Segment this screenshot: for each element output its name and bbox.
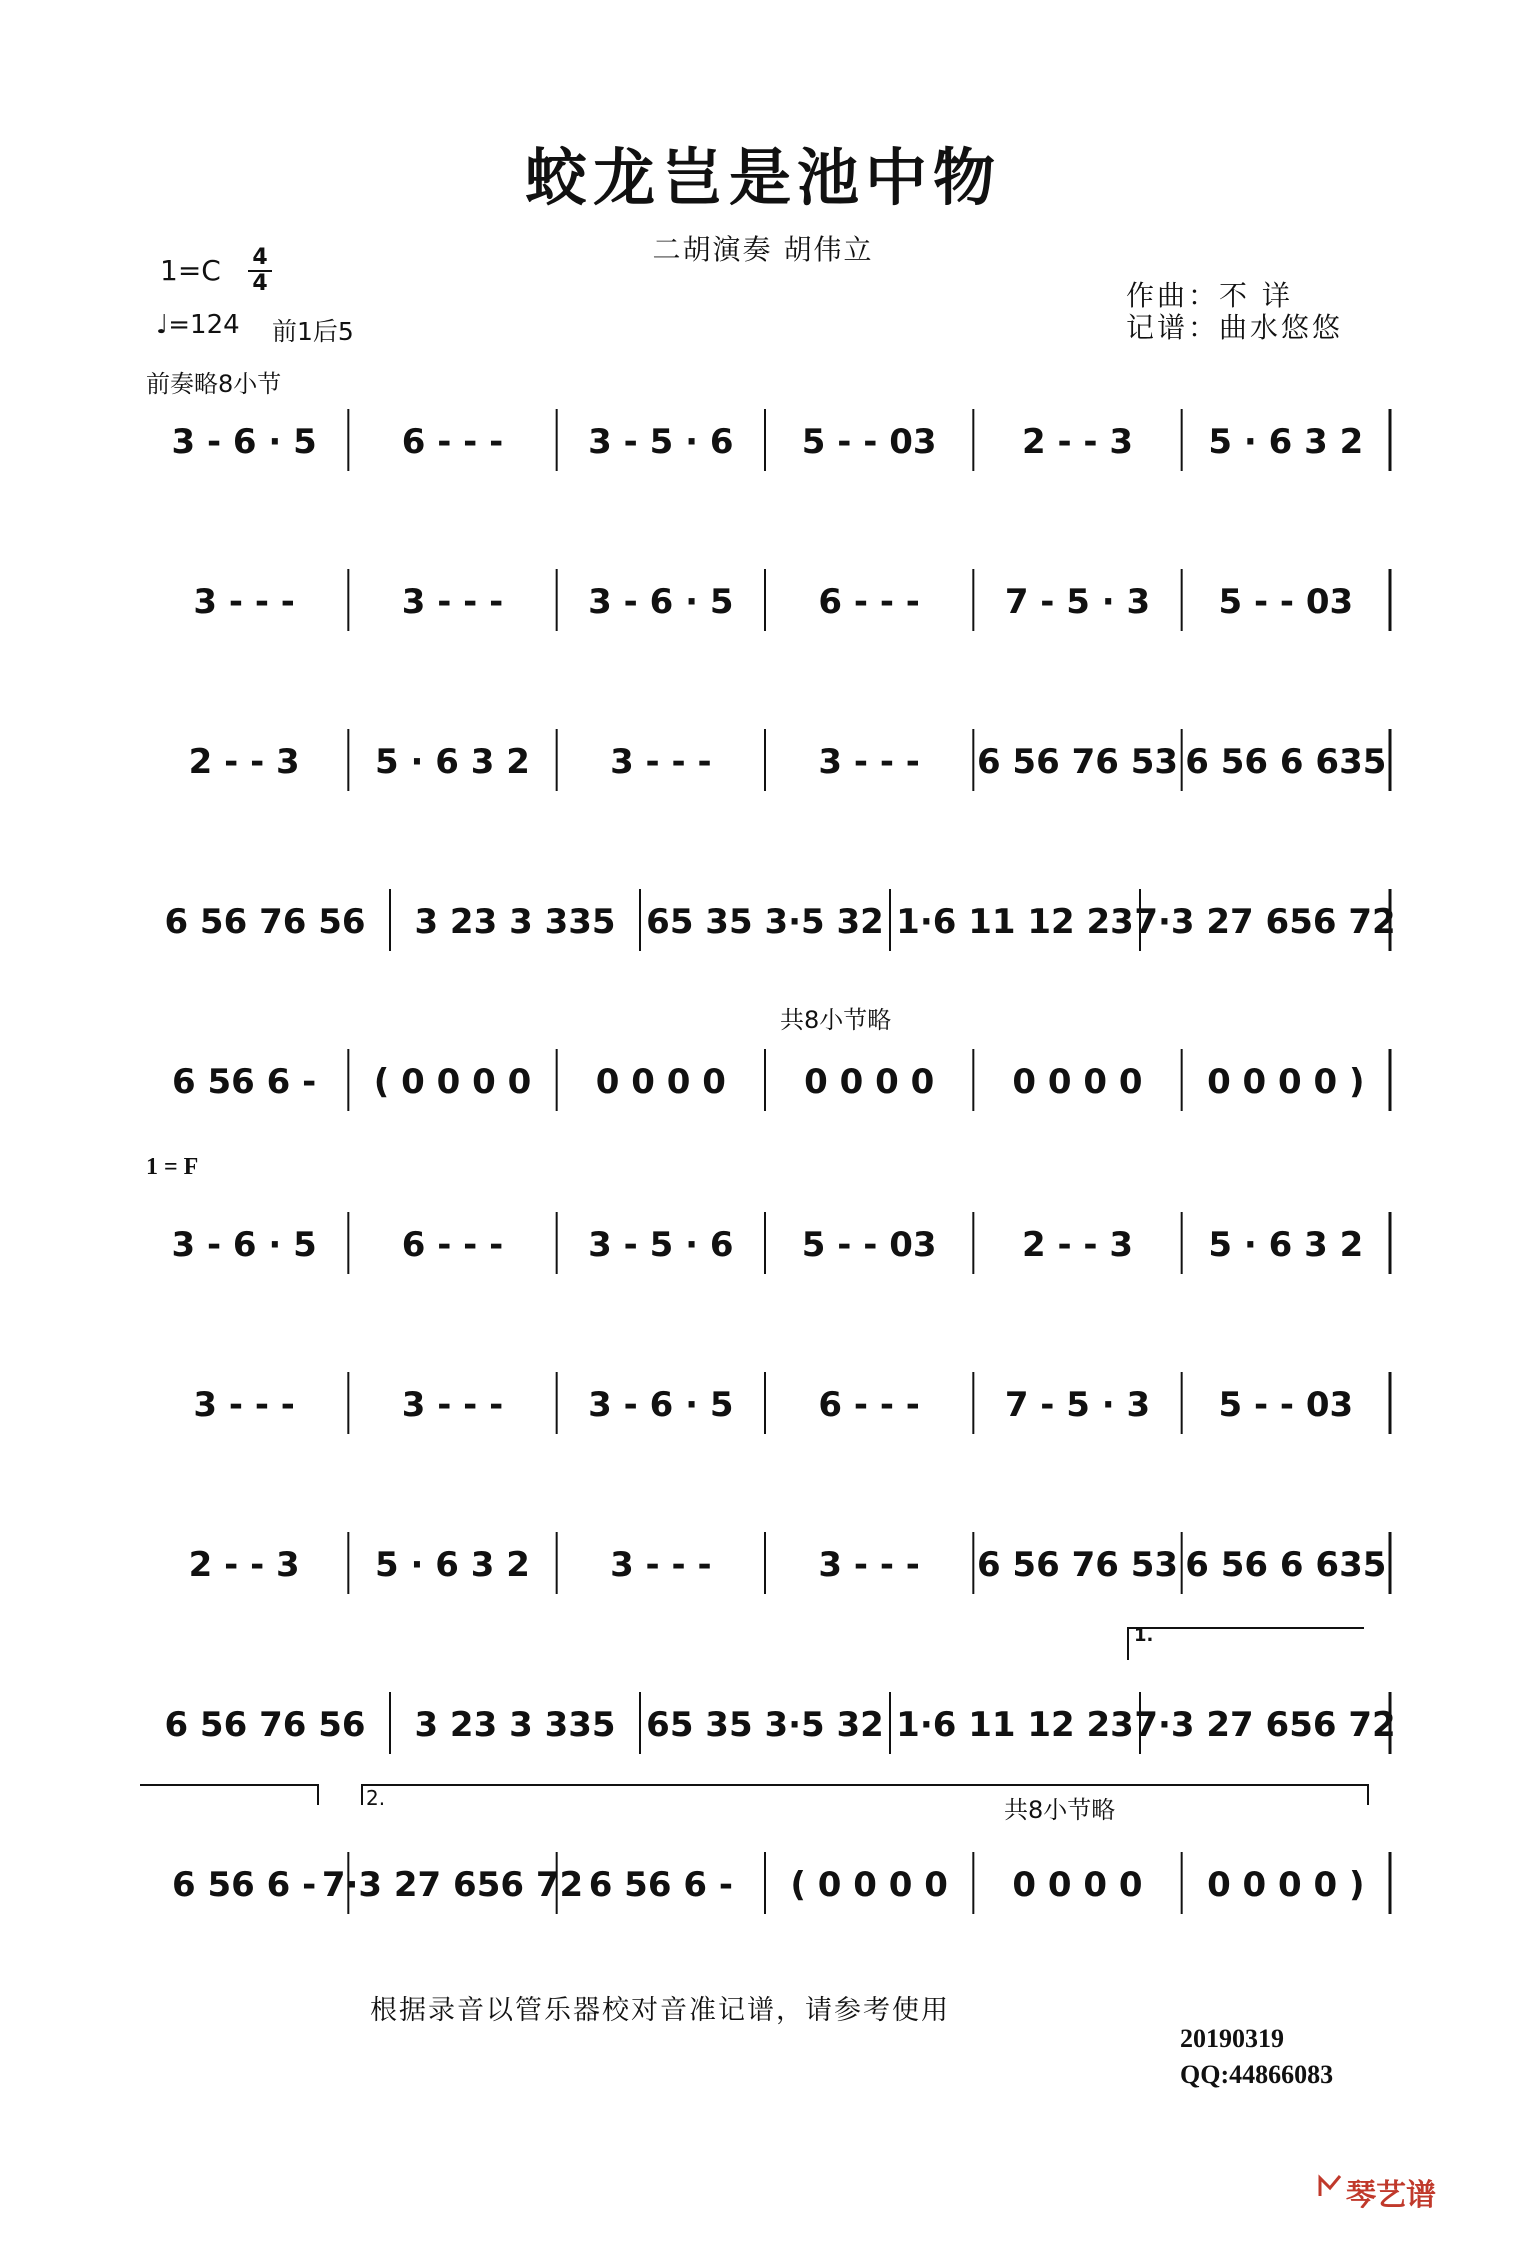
measure-notes: 6 - - - — [818, 582, 920, 622]
score-row-notes — [140, 1678, 1396, 1798]
measure-notes: 3 - 6 · 5 — [588, 582, 734, 622]
time-top: 4 — [252, 245, 268, 270]
measure-notes: 5 - - 03 — [801, 1225, 937, 1265]
score-row — [140, 1518, 1390, 1638]
measure-notes: 6 56 76 53 — [976, 1545, 1179, 1585]
tempo-mark: ♩=124 — [156, 310, 240, 340]
score-row-notes — [140, 1518, 1390, 1638]
measure-notes: ( 0 0 0 0 — [790, 1865, 948, 1905]
rest-note-a: 共8小节略 — [780, 1006, 892, 1034]
measure-notes: 2 - - 3 — [1021, 422, 1134, 462]
measure-notes: 65 35 3·5 32 — [646, 902, 884, 942]
measure-notes: 6 56 76 56 — [164, 902, 366, 942]
intro-note: 前奏略8小节 — [146, 370, 282, 398]
brand-logo-icon — [1316, 2172, 1344, 2200]
measure-notes: 6 56 76 53 — [976, 742, 1179, 782]
measure-notes: 6 - - - — [818, 1385, 920, 1425]
score-row-notes — [140, 555, 1390, 675]
measure-notes: 0 0 0 0 — [1012, 1865, 1143, 1905]
score-row-notes — [140, 875, 1396, 995]
measure-notes: 3 - - - — [193, 582, 295, 622]
measure-notes: 6 56 6 - — [588, 1865, 733, 1905]
score-row — [140, 715, 1390, 835]
measure-notes: 7·3 27 656 72 — [1134, 1705, 1396, 1745]
footer-date: 20190319 — [1180, 2024, 1284, 2053]
finger-position: 前1后5 — [272, 317, 354, 346]
measure-notes: 3 - 6 · 5 — [171, 1225, 317, 1265]
composer-credit: 作曲：不 详 — [1126, 279, 1293, 312]
measure-notes: 3 23 3 335 — [414, 1705, 616, 1745]
score-row — [140, 555, 1390, 675]
measure-notes: 3 - - - — [818, 1545, 920, 1585]
measure-notes: 6 56 6 - — [172, 1865, 317, 1905]
score-row-notes — [140, 1358, 1390, 1478]
measure-notes: 5 · 6 3 2 — [375, 1545, 530, 1585]
score-row-notes — [140, 1198, 1390, 1318]
measure-notes: 3 - - - — [401, 1385, 504, 1425]
measure-notes: 3 - - - — [610, 1545, 712, 1585]
rest-note-b: 共8小节略 — [1004, 1796, 1116, 1824]
measure-notes: 2 - - 3 — [1021, 1225, 1134, 1265]
measure-notes: 5 · 6 3 2 — [1208, 1225, 1364, 1265]
measure-notes: 5 · 6 3 2 — [375, 742, 530, 782]
score-row — [140, 395, 1390, 515]
measure-notes: 3 - - - — [818, 742, 920, 782]
footer-note: 根据录音以管乐器校对音准记谱，请参考使用 — [370, 1995, 950, 2026]
measure-notes: 7 - 5 · 3 — [1004, 1385, 1151, 1425]
measure-notes: 6 56 6 635 — [1185, 1545, 1387, 1585]
measure-notes: 2 - - 3 — [188, 1545, 300, 1585]
measure-notes: 7·3 27 656 72 — [1134, 902, 1396, 942]
measure-notes: 1·6 11 12 23 — [896, 1705, 1134, 1745]
key-signature: 1=C — [160, 254, 221, 287]
measure-notes: 3 - 5 · 6 — [588, 422, 734, 462]
score-row — [140, 1838, 1390, 1958]
measure-notes: 5 - - 03 — [801, 422, 937, 462]
transcriber-credit: 记谱：曲水悠悠 — [1126, 311, 1344, 344]
footer-qq: QQ:44866083 — [1180, 2060, 1334, 2089]
time-bottom: 4 — [248, 270, 272, 296]
score-row — [140, 1678, 1396, 1798]
measure-notes: 5 - - 03 — [1218, 1385, 1354, 1425]
ending-one-label: 1. — [1134, 1625, 1154, 1646]
measure-notes: 6 56 6 - — [172, 1062, 317, 1102]
score-row — [140, 1198, 1390, 1318]
measure-notes: 5 · 6 3 2 — [1208, 422, 1364, 462]
measure-notes: ( 0 0 0 0 — [373, 1062, 532, 1102]
score-row — [140, 1358, 1390, 1478]
measure-notes: 3 - 6 · 5 — [171, 422, 317, 462]
score-row-notes — [140, 715, 1390, 835]
measure-notes: 2 - - 3 — [188, 742, 300, 782]
score-row-notes — [140, 395, 1390, 515]
measure-notes: 0 0 0 0 — [1012, 1062, 1143, 1102]
score-row — [140, 875, 1396, 995]
key-change: 1 = F — [146, 1154, 199, 1180]
measure-notes: 3 - - - — [193, 1385, 295, 1425]
measure-notes: 5 - - 03 — [1218, 582, 1354, 622]
measure-notes: 3 - 6 · 5 — [588, 1385, 734, 1425]
score-row-notes — [140, 1035, 1390, 1155]
measure-notes: 6 56 76 56 — [164, 1705, 366, 1745]
measure-notes: 0 0 0 0 — [595, 1062, 726, 1102]
measure-notes: 6 56 6 635 — [1185, 742, 1387, 782]
measure-notes: 0 0 0 0 — [804, 1062, 935, 1102]
score-row-notes — [140, 1838, 1390, 1958]
measure-notes: 0 0 0 0 ) — [1207, 1865, 1365, 1905]
page-title: 蛟龙岂是池中物 — [524, 141, 1001, 214]
score-row — [140, 1035, 1390, 1155]
measure-notes: 6 - - - — [401, 1225, 504, 1265]
measure-notes: 6 - - - — [401, 422, 504, 462]
brand-name: 琴艺谱 — [1346, 2178, 1436, 2213]
measure-notes: 0 0 0 0 ) — [1207, 1062, 1365, 1102]
measure-notes: 3 - 5 · 6 — [588, 1225, 734, 1265]
measure-notes: 7 - 5 · 3 — [1004, 582, 1151, 622]
measure-notes: 1·6 11 12 23 — [896, 902, 1134, 942]
ending-two-label: 2. — [366, 1786, 386, 1810]
performer-credit: 二胡演奏 胡伟立 — [652, 233, 874, 266]
measure-notes: 65 35 3·5 32 — [646, 1705, 884, 1745]
measure-notes: 3 23 3 335 — [414, 902, 616, 942]
measure-notes: 3 - - - — [610, 742, 712, 782]
measure-notes: 7·3 27 656 72 — [321, 1865, 584, 1905]
measure-notes: 3 - - - — [401, 582, 504, 622]
